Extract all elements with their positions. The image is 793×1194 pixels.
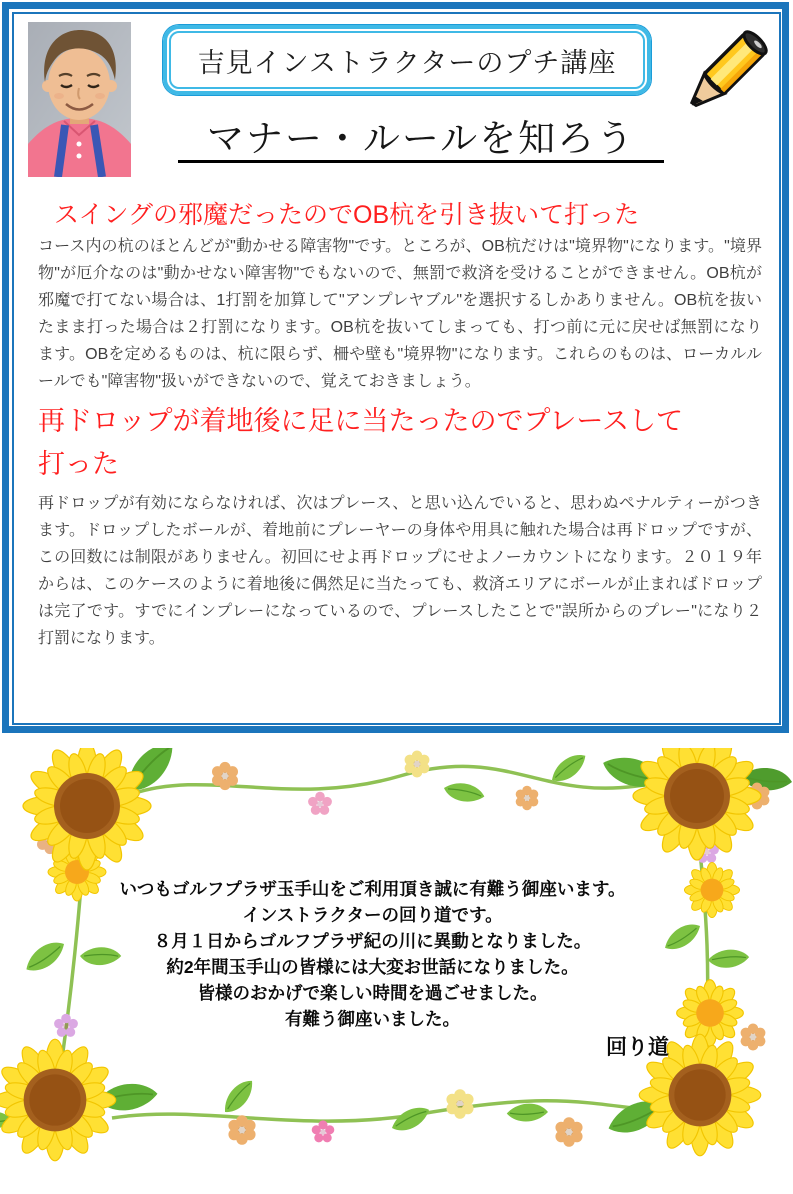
instructor-photo <box>28 22 131 177</box>
course-title-box-inner <box>169 31 645 89</box>
section2-heading-line2: 打った <box>38 449 119 479</box>
section2-heading-line1: 再ドロップが着地後に足に当たったのでプレースして <box>38 406 684 436</box>
farewell-line: ８月１日からゴルフプラザ紀の川に異動となりました。 <box>153 931 592 951</box>
section1-body: コース内の杭のほとんどが"動かせる障害物"です。ところが、OB杭だけは"境界物"になります。"境界物"が厄介なのは"動かせない障害物"でもないので、無罰で救済を受けることができません。OB杭が邪魔で打てない場合は、1打罰を加算して"アンプレヤブル"を選択するしかありません。OB杭を抜いたまま打った場合は２打罰になります。OB杭を抜いてしまっても、打つ前に元に戻せば無罰になります。OBを定めるものは、杭に限らず、柵や壁も"境界物"になります。これらのものは、ローカルルールでも"障害物"扱いができないので、覚えておきましょう。 <box>38 238 762 390</box>
farewell-line: 有難う御座いました。 <box>285 1009 460 1029</box>
instructor-photo-graphic <box>28 22 131 177</box>
section2-heading <box>38 400 758 486</box>
farewell-line: 約2年間玉手山の皆様には大変お世話になりました。 <box>166 957 579 977</box>
pencil-icon <box>672 28 776 126</box>
signature: 回り道 <box>606 1036 669 1059</box>
page-title: マナー・ルールを知ろう <box>178 108 664 163</box>
farewell-line: インストラクターの回り道です。 <box>242 905 503 925</box>
farewell-line: いつもゴルフプラザ玉手山をご利用頂き誠に有難う御座います。 <box>119 879 626 899</box>
course-label: 吉見インストラクターのプチ講座 <box>197 47 617 78</box>
course-title-box <box>163 25 651 95</box>
farewell-line: 皆様のおかげで楽しい時間を過ごせました。 <box>197 983 548 1003</box>
section1-heading: スイングの邪魔だったのでOB杭を引き抜いて打った <box>54 201 640 229</box>
farewell-message <box>75 876 670 1032</box>
section2-body: 再ドロップが有効にならなければ、次はプレース、と思い込んでいると、思わぬペナルティーがつきます。ドロップしたボールが、着地前にプレーヤーの身体や用具に触れた場合は再ドロップですが、この回数には制限がありません。初回にせよ再ドロップにせよノーカウントになります。２０１９年からは、このケースのように着地後に偶然足に当たっても、救済エリアにボールが止まればドロップは完了です。すでにインプレーになっているので、プレースしたことで"誤所からのプレー"になり２打罰になります。 <box>38 495 762 647</box>
